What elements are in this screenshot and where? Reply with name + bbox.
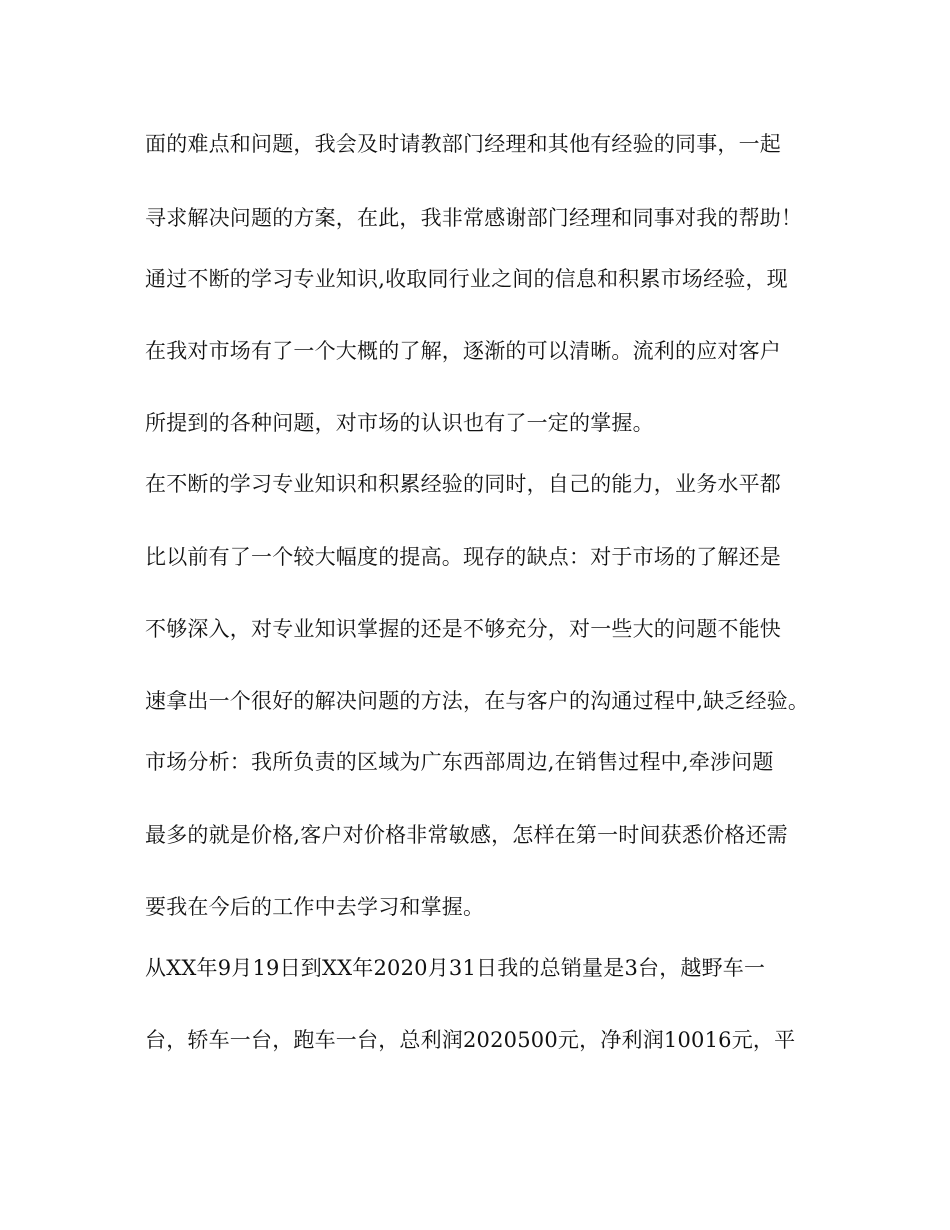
- text-line: 寻求解决问题的方案，在此，我非常感谢部门经理和同事对我的帮助！: [145, 206, 803, 230]
- text-line: 通过不断的学习专业知识,收取同行业之间的信息和积累市场经验，现: [145, 267, 788, 291]
- text-line: 要我在今后的工作中去学习和掌握。: [145, 895, 485, 919]
- text-line: 台，轿车一台，跑车一台，总利润2020500元，净利润10016元，平: [145, 1028, 796, 1052]
- text-line: 所提到的各种问题，对市场的认识也有了一定的掌握。: [145, 411, 654, 435]
- text-line: 在我对市场有了一个大概的了解，逐渐的可以清晰。流利的应对客户: [145, 339, 781, 363]
- text-line: 比以前有了一个较大幅度的提高。现存的缺点：对于市场的了解还是: [145, 545, 781, 569]
- text-line: 不够深入，对专业知识掌握的还是不够充分，对一些大的问题不能快: [145, 617, 781, 641]
- text-line: 面的难点和问题，我会及时请教部门经理和其他有经验的同事，一起: [145, 132, 781, 156]
- text-line: 从XX年9月19日到XX年2020月31日我的总销量是3台，越野车一: [145, 956, 766, 980]
- text-line: 最多的就是价格,客户对价格非常敏感，怎样在第一时间获悉价格还需: [145, 823, 788, 847]
- text-line: 在不断的学习专业知识和积累经验的同时，自己的能力，业务水平都: [145, 472, 781, 496]
- text-line: 速拿出一个很好的解决问题的方法，在与客户的沟通过程中,缺乏经验。: [145, 689, 810, 713]
- text-line: 市场分析：我所负责的区域为广东西部周边,在销售过程中,牵涉问题: [145, 750, 774, 774]
